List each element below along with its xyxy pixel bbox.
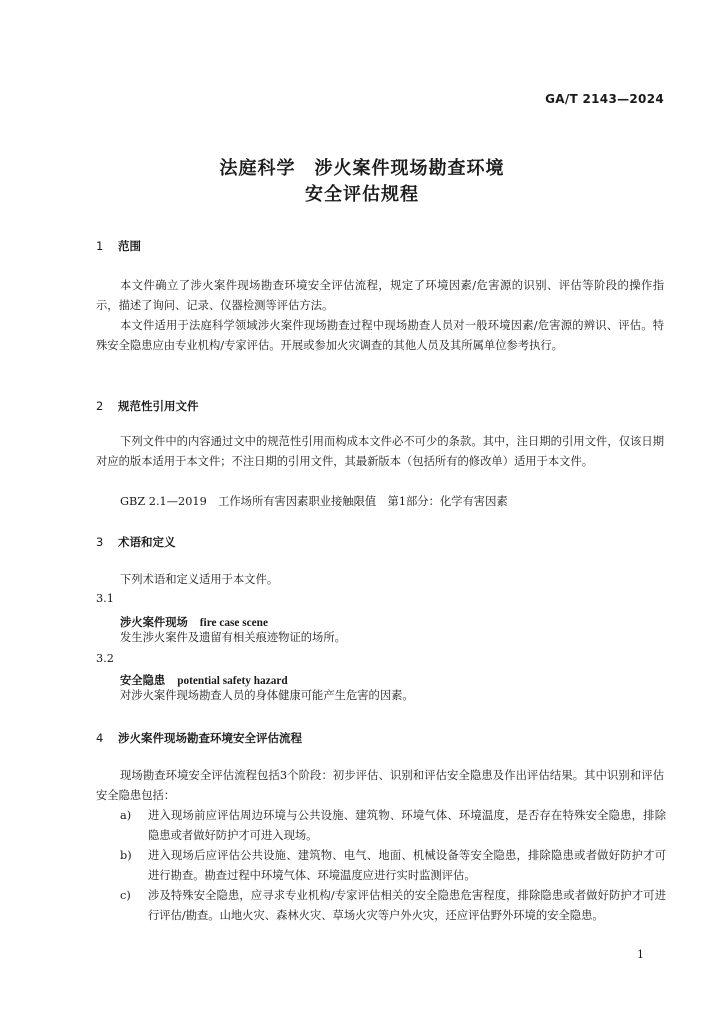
list-item-text: 进入现场前应评估周边环境与公共设施、建筑物、环境气体、环境温度，是否存在特殊安全隐患，排除隐患或者做好防护才可进入现场。 (148, 809, 666, 842)
section-1-paragraph-2: 本文件适用于法庭科学领域涉火案件现场勘查过程中现场勘查人员对一般环境因素/危害源的辨识、评估。特殊安全隐患应由专业机构/专家评估。开展或参加火灾调查的其他人员及其所属单位参考执行。 (96, 319, 664, 352)
section-number: 3 (96, 535, 104, 549)
normative-reference: GBZ 2.1—2019 工作场所有害因素职业接触限值 第1部分：化学有害因素 (120, 495, 508, 508)
term-en: potential safety hazard (177, 675, 288, 687)
section-title: 涉火案件现场勘查环境安全评估流程 (118, 731, 302, 745)
page-number: 1 (637, 948, 644, 961)
term-number: 3.2 (96, 652, 114, 665)
section-title: 术语和定义 (118, 535, 176, 549)
term-number: 3.1 (96, 592, 114, 605)
section-3-heading (96, 534, 176, 550)
section-4-heading (96, 730, 302, 746)
terms-intro: 下列术语和定义适用于本文件。 (120, 573, 279, 586)
list-item-label: a) (120, 809, 132, 822)
section-number: 1 (96, 239, 104, 253)
list-item-text: 进入现场后应评估公共设施、建筑物、电气、地面、机械设备等安全隐患，排除隐患或者做好防护才可进行勘查。勘查过程中环境气体、环境温度应进行实时监测评估。 (148, 849, 666, 882)
list-item (120, 846, 666, 886)
section-2-paragraph-1: 下列文件中的内容通过文中的规范性引用而构成本文件必不可少的条款。其中，注日期的引用文件，仅该日期对应的版本适用于本文件；不注日期的引用文件，其最新版本（包括所有的修改单）适用于本文件。 (96, 435, 664, 468)
term-zh: 涉火案件现场 (120, 615, 188, 629)
section-1-paragraph-1: 本文件确立了涉火案件现场勘查环境安全评估流程，规定了环境因素/危害源的识别、评估等阶段的操作指示，描述了询问、记录、仪器检测等评估方法。 (96, 279, 664, 312)
section-title: 规范性引用文件 (118, 399, 199, 413)
list-item-label: c) (120, 889, 131, 902)
document-title-line-1: 法庭科学 涉火案件现场勘查环境 (219, 158, 505, 179)
term-zh: 安全隐患 (120, 673, 166, 687)
section-2-heading (96, 398, 199, 414)
list-item (120, 886, 666, 926)
section-4-paragraph-1: 现场勘查环境安全评估流程包括3个阶段：初步评估、识别和评估安全隐患及作出评估结果。其中识别和评估安全隐患包括： (96, 769, 664, 802)
term-en: fire case scene (199, 617, 268, 629)
list-item (120, 806, 666, 846)
standard-code: GA/T 2143—2024 (545, 92, 664, 106)
term-definition: 发生涉火案件及遗留有相关痕迹物证的场所。 (120, 631, 346, 644)
section-1-heading (96, 238, 141, 254)
section-number: 2 (96, 399, 104, 413)
section-title: 范围 (118, 239, 141, 253)
list-item-label: b) (120, 849, 132, 862)
document-title-line-2: 安全评估规程 (305, 184, 419, 205)
list-item-text: 涉及特殊安全隐患，应寻求专业机构/专家评估相关的安全隐患危害程度，排除隐患或者做好防护才可进行评估/勘查。山地火灾、森林火灾、草场火灾等户外火灾，还应评估野外环境的安全隐患。 (148, 889, 666, 922)
section-number: 4 (96, 731, 104, 745)
term-definition: 对涉火案件现场勘查人员的身体健康可能产生危害的因素。 (120, 689, 414, 702)
